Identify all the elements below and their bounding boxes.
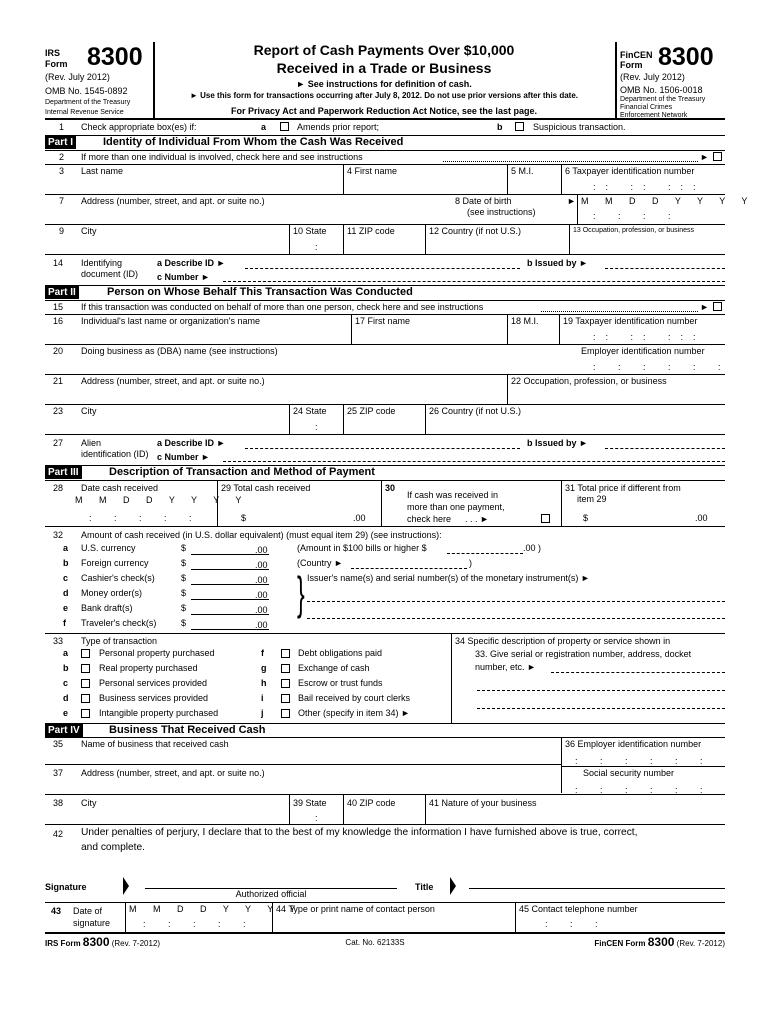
transaction-type-checkbox[interactable]	[281, 679, 290, 688]
business-name-label[interactable]: Name of business that received cash	[81, 739, 229, 749]
transaction-type-label: Escrow or trust funds	[298, 678, 383, 688]
form-label: Form	[45, 59, 68, 69]
dob-label[interactable]: 8 Date of birth	[455, 196, 512, 206]
transaction-type-label: Personal services provided	[99, 678, 208, 688]
ein-label[interactable]: Employer identification number	[581, 346, 705, 356]
footer-left-prefix: IRS Form	[45, 939, 81, 948]
line-number: 28	[53, 483, 64, 493]
transaction-type-letter: e	[63, 708, 69, 718]
describe-id-field[interactable]	[245, 268, 520, 269]
divider	[561, 480, 562, 526]
address-label[interactable]: Address (number, street, and apt. or suite no.)	[81, 196, 265, 206]
dollar-sign: $	[181, 618, 187, 628]
divider	[381, 480, 382, 526]
divider	[343, 224, 344, 254]
description-field-2[interactable]	[477, 690, 725, 691]
line-number: 3	[59, 166, 65, 176]
line-number: 32	[53, 530, 64, 540]
signature-date-separators: : : : : :	[143, 919, 256, 929]
form-title-line2: Received in a Trade or Business	[276, 60, 492, 76]
first-name-label[interactable]: 17 First name	[355, 316, 411, 326]
transaction-type-label: Other (specify in item 34) ►	[298, 708, 410, 718]
transaction-type-label: Exchange of cash	[298, 663, 370, 673]
signature-arrow-icon	[123, 877, 129, 895]
rule	[45, 633, 725, 634]
multiple-payments-checkbox[interactable]	[541, 514, 550, 523]
dba-label[interactable]: Doing business as (DBA) name (see instructions)	[81, 346, 278, 356]
issued-by-label: b Issued by ►	[527, 258, 588, 268]
line30-number: 30	[385, 483, 396, 493]
suspicious-transaction-checkbox[interactable]	[515, 122, 524, 131]
description-label2: 33. Give serial or registration number, address, docket	[475, 649, 692, 659]
ein-label[interactable]: 36 Employer identification number	[565, 739, 702, 749]
part4-tag: Part IV	[45, 724, 83, 737]
line-number: 27	[53, 438, 64, 448]
dob-date-letters: M M D D Y Y Y Y	[581, 196, 755, 206]
tin-label[interactable]: 6 Taxpayer identification number	[565, 166, 695, 176]
footer-left-number: 8300	[82, 935, 110, 949]
cash-type-label: Bank draft(s)	[81, 603, 133, 613]
city-label[interactable]: City	[81, 226, 97, 236]
description-field-3[interactable]	[477, 708, 725, 709]
footer-right-prefix: FinCEN Form	[594, 939, 646, 948]
arrow-icon: ►	[700, 152, 709, 162]
dot-leader	[443, 161, 698, 162]
line15-checkbox[interactable]	[713, 302, 722, 311]
fincen-form-label: Form	[620, 60, 643, 70]
transaction-type-checkbox[interactable]	[281, 664, 290, 673]
state-separator: :	[315, 422, 318, 432]
divider	[289, 404, 290, 434]
describe-id-label: a Describe ID ►	[157, 258, 226, 268]
rule	[45, 194, 725, 195]
occupation-label[interactable]: 13 Occupation, profession, or business	[573, 227, 695, 234]
transaction-type-checkbox[interactable]	[81, 679, 90, 688]
cash-type-letter: a	[63, 543, 69, 553]
divider	[217, 480, 218, 526]
cash-type-label: Foreign currency	[81, 558, 149, 568]
divider	[515, 902, 516, 932]
fincen-label: FinCEN	[620, 50, 653, 60]
transaction-type-letter: j	[261, 708, 264, 718]
line-number: 1	[59, 122, 65, 132]
ssn-label[interactable]: Social security number	[583, 768, 675, 778]
issued-by-label: b Issued by ►	[527, 438, 588, 448]
line-number: 2	[59, 152, 65, 162]
transaction-type-letter: h	[261, 678, 267, 688]
rule	[45, 737, 725, 738]
rule	[45, 480, 725, 481]
form-title-line1: Report of Cash Payments Over $10,000	[253, 42, 515, 58]
dob-sublabel: (see instructions)	[467, 207, 536, 217]
description-label3: number, etc. ►	[475, 662, 536, 672]
omb-number-left: OMB No. 1545-0892	[45, 86, 128, 96]
footer-right-number: 8300	[647, 935, 675, 949]
date-of-signature-label1: Date of	[73, 906, 103, 916]
transaction-type-letter: f	[261, 648, 264, 658]
mi-label[interactable]: 18 M.I.	[511, 316, 539, 326]
line2-checkbox[interactable]	[713, 152, 722, 161]
cash-type-label: U.S. currency	[81, 543, 136, 553]
irs-service-label: Internal Revenue Service	[45, 109, 124, 116]
date-separators: : : : : :	[89, 513, 202, 523]
address-label[interactable]: Address (number, street, and apt. or suite no.)	[81, 376, 265, 386]
cash-type-letter: d	[63, 588, 69, 598]
amount-100-end: .00 )	[523, 543, 542, 553]
rev-date-right: (Rev. July 2012)	[620, 72, 685, 82]
divider	[559, 314, 560, 344]
line-number: 15	[53, 302, 64, 312]
line-number: 9	[59, 226, 65, 236]
transaction-type-checkbox[interactable]	[281, 694, 290, 703]
arrow-icon: ►	[567, 196, 576, 206]
transaction-type-label: Real property purchased	[99, 663, 198, 673]
rule	[45, 824, 725, 825]
line-number: 37	[53, 768, 64, 778]
rule	[45, 254, 725, 255]
instructions-line2: ► Use this form for transactions occurring after July 8, 2012. Do not use prior versions after this date.	[189, 91, 579, 100]
line1-label: Check appropriate box(es) if:	[81, 122, 197, 132]
id-number-label: c Number ►	[157, 452, 210, 462]
title-arrow-icon	[450, 877, 456, 895]
dollar-sign: $	[181, 603, 187, 613]
arrow-icon: ►	[700, 302, 709, 312]
amount-received-label: Amount of cash received (in U.S. dollar equivalent) (must equal item 29) (see instructions):	[81, 530, 442, 540]
cents-label: .00	[695, 513, 708, 523]
occupation-label[interactable]: 22 Occupation, profession, or business	[511, 376, 667, 386]
cents-label: .00	[255, 590, 268, 600]
date-of-signature-label2: signature	[73, 918, 111, 928]
authorized-official-label: Authorized official	[235, 889, 307, 899]
rule	[45, 434, 725, 435]
country-label[interactable]: 26 Country (if not U.S.)	[429, 406, 522, 416]
dollar-sign: $	[181, 558, 187, 568]
title-label: Title	[415, 882, 434, 892]
divider	[577, 194, 578, 224]
fincen-org-line1: Financial Crimes	[620, 104, 673, 111]
divider	[125, 902, 126, 932]
department-label-right: Department of the Treasury	[620, 96, 706, 103]
omb-number-right: OMB No. 1506-0018	[620, 85, 703, 95]
divider	[507, 164, 508, 194]
divider	[343, 164, 344, 194]
fincen-org-line2: Enforcement Network	[620, 112, 688, 119]
divider	[507, 374, 508, 404]
footer-right-rev: (Rev. 7-2012)	[676, 939, 725, 948]
dollar-sign: $	[241, 513, 247, 523]
mi-label[interactable]: 5 M.I.	[511, 166, 534, 176]
transaction-type-checkbox[interactable]	[81, 649, 90, 658]
rule	[45, 526, 725, 527]
state-label[interactable]: 10 State	[293, 226, 327, 236]
contact-person-label[interactable]: 44 Type or print name of contact person	[276, 904, 435, 914]
privacy-notice: For Privacy Act and Paperwork Reduction Act Notice, see the last page.	[231, 106, 537, 116]
transaction-type-letter: a	[63, 648, 69, 658]
form-8300	[45, 40, 755, 952]
tin-label[interactable]: 19 Taxpayer identification number	[563, 316, 698, 326]
divider	[343, 794, 344, 824]
footer-rule	[45, 932, 725, 934]
id-number-label: c Number ►	[157, 272, 210, 282]
issuer-field-2[interactable]	[307, 618, 725, 619]
first-name-label[interactable]: 4 First name	[347, 166, 398, 176]
transaction-type-letter: b	[63, 663, 69, 673]
alien-label2: identification (ID)	[81, 449, 149, 459]
header-rule	[45, 118, 725, 120]
transaction-type-label: Business services provided	[99, 693, 209, 703]
id-doc-label1: Identifying	[81, 258, 123, 268]
line-number: 20	[53, 346, 64, 356]
rule	[45, 344, 725, 345]
rule	[45, 224, 725, 225]
rule	[45, 164, 725, 165]
issuer-field-1[interactable]	[307, 601, 725, 602]
footer-right	[525, 935, 725, 949]
suspicious-transaction-label: Suspicious transaction.	[533, 122, 626, 132]
rule	[45, 794, 725, 795]
cents-label: .00	[255, 560, 268, 570]
id-doc-label2: document (ID)	[81, 269, 139, 279]
transaction-type-label: Type of transaction	[81, 636, 158, 646]
transaction-type-checkbox[interactable]	[281, 709, 290, 718]
instructions-line1: ► See instructions for definition of cash.	[296, 79, 472, 89]
issued-by-field[interactable]	[605, 448, 725, 449]
description-label1[interactable]: 34 Specific description of property or service shown in	[455, 636, 671, 646]
rule	[45, 404, 725, 405]
cash-type-label: Cashier's check(s)	[81, 573, 155, 583]
org-name-label[interactable]: Individual's last name or organization's name	[81, 316, 261, 326]
describe-id-field[interactable]	[245, 448, 520, 449]
rev-date-left: (Rev. July 2012)	[45, 72, 110, 82]
line-number: 14	[53, 258, 64, 268]
line-number: 42	[53, 829, 64, 839]
footer-left	[45, 935, 160, 949]
phone-separators: : : :	[545, 919, 608, 929]
catalog-number: Cat. No. 62133S	[345, 938, 405, 947]
describe-id-label: a Describe ID ►	[157, 438, 226, 448]
line30-text1: If cash was received in	[407, 490, 499, 500]
transaction-type-label: Personal property purchased	[99, 648, 215, 658]
perjury-statement-line2: and complete.	[81, 842, 145, 853]
dollar-sign: $	[583, 513, 589, 523]
line30-text2: more than one payment,	[407, 502, 505, 512]
transaction-type-letter: d	[63, 693, 69, 703]
divider	[272, 902, 273, 932]
cents-label: .00	[255, 575, 268, 585]
last-name-label[interactable]: Last name	[81, 166, 124, 176]
transaction-type-letter: i	[261, 693, 264, 703]
rule	[45, 150, 725, 151]
alien-label1: Alien	[81, 438, 102, 448]
amends-prior-report-label: Amends prior report;	[297, 122, 380, 132]
divider	[289, 794, 290, 824]
rule	[561, 766, 725, 767]
date-letters: M M D D Y Y Y Y	[75, 495, 249, 505]
rule	[45, 902, 725, 903]
signature-date-letters[interactable]: M M D D Y Y Y Y	[129, 904, 303, 914]
line-number: 23	[53, 406, 64, 416]
amends-prior-report-checkbox[interactable]	[280, 122, 289, 131]
tin-separators: :: :: :::	[593, 332, 706, 342]
signature-label: Signature	[45, 882, 87, 892]
line-number: 35	[53, 739, 64, 749]
total-cash-label[interactable]: 29 Total cash received	[221, 483, 311, 493]
address-label[interactable]: Address (number, street, and apt. or suite no.)	[81, 768, 265, 778]
divider	[289, 224, 290, 254]
date-received-label[interactable]: Date cash received	[81, 483, 159, 493]
id-number-field[interactable]	[223, 461, 725, 462]
line1b-letter: b	[497, 122, 503, 132]
line-number: 43	[51, 906, 62, 916]
dot-leader	[541, 311, 698, 312]
cents-label: .00	[255, 620, 268, 630]
transaction-type-label: Debt obligations paid	[298, 648, 383, 658]
line-number: 7	[59, 196, 65, 206]
part1-tag: Part I	[45, 136, 76, 149]
divider	[425, 224, 426, 254]
zip-label[interactable]: 40 ZIP code	[347, 798, 396, 808]
foreign-country-field[interactable]	[351, 568, 467, 569]
line15-label: If this transaction was conducted on behalf of more than one person, check here and see instructions	[81, 302, 484, 312]
part1-title: Identity of Individual From Whom the Cash Was Received	[103, 136, 404, 148]
description-field-1[interactable]	[551, 672, 725, 673]
transaction-type-checkbox[interactable]	[81, 709, 90, 718]
state-label[interactable]: 24 State	[293, 406, 327, 416]
irs-label: IRS	[45, 48, 61, 58]
transaction-type-letter: g	[261, 663, 267, 673]
part2-title: Person on Whose Behalf This Transaction Was Conducted	[107, 286, 413, 298]
state-separator: :	[315, 242, 318, 252]
ssn-separators: : : : : : :	[575, 785, 713, 795]
country-paren-end: )	[469, 558, 472, 568]
cash-type-letter: c	[63, 573, 69, 583]
zip-label[interactable]: 25 ZIP code	[347, 406, 396, 416]
part4-title: Business That Received Cash	[109, 724, 266, 736]
fincen-form-number: 8300	[658, 43, 714, 71]
cents-label: .00	[255, 545, 268, 555]
tin-separators: :: :: :::	[593, 182, 706, 192]
rule	[45, 300, 725, 301]
dollar-sign: $	[181, 588, 187, 598]
header-divider-right	[615, 42, 617, 118]
divider	[569, 224, 570, 254]
line-number: 21	[53, 376, 64, 386]
transaction-type-label: Intangible property purchased	[99, 708, 219, 718]
state-label[interactable]: 39 State	[293, 798, 327, 808]
rule	[45, 374, 725, 375]
city-label[interactable]: City	[81, 406, 97, 416]
transaction-type-label: Bail received by court clerks	[298, 693, 411, 703]
line-number: 33	[53, 636, 64, 646]
part2-tag: Part II	[45, 286, 79, 299]
divider	[343, 404, 344, 434]
total-price-label2: item 29	[577, 494, 607, 504]
title-field[interactable]	[469, 888, 725, 889]
contact-phone-label[interactable]: 45 Contact telephone number	[519, 904, 638, 914]
city-label[interactable]: City	[81, 798, 97, 808]
part3-title: Description of Transaction and Method of Payment	[109, 466, 375, 478]
country-label[interactable]: 12 Country (if not U.S.)	[429, 226, 522, 236]
cents-label: .00	[353, 513, 366, 523]
dollar-sign: $	[181, 543, 187, 553]
line-number: 16	[53, 316, 64, 326]
issued-by-field[interactable]	[605, 268, 725, 269]
amount-100-field[interactable]	[447, 553, 523, 554]
transaction-type-checkbox[interactable]	[81, 664, 90, 673]
ein-separators: : : : : : :	[575, 756, 713, 766]
transaction-type-checkbox[interactable]	[81, 694, 90, 703]
cash-type-label: Traveler's check(s)	[81, 618, 157, 628]
rule	[45, 314, 725, 315]
issuer-label: Issuer's name(s) and serial number(s) of the monetary instrument(s) ►	[307, 573, 590, 583]
divider	[425, 404, 426, 434]
dob-separators: : : : :	[593, 211, 681, 221]
divider	[561, 164, 562, 194]
ein-separators: : : : : : :	[593, 362, 731, 372]
cents-label: .00	[255, 605, 268, 615]
department-label: Department of the Treasury	[45, 99, 131, 106]
country-paren-label: (Country ►	[297, 558, 343, 568]
cash-type-letter: e	[63, 603, 69, 613]
line1a-letter: a	[261, 122, 267, 132]
brace-icon: }	[297, 567, 305, 619]
line30-text3: check here	[407, 514, 452, 524]
id-number-field[interactable]	[223, 281, 725, 282]
perjury-statement-line1: Under penalties of perjury, I declare that to the best of my knowledge the information I have furnished above is true, correct,	[81, 827, 638, 838]
transaction-type-letter: c	[63, 678, 69, 688]
divider	[507, 314, 508, 344]
amount-100-label: (Amount in $100 bills or higher $	[297, 543, 427, 553]
arrow-icon: . . . ►	[465, 514, 489, 524]
divider	[425, 794, 426, 824]
line2-label: If more than one individual is involved, check here and see instructions	[81, 152, 363, 162]
cash-type-label: Money order(s)	[81, 588, 143, 598]
divider	[351, 314, 352, 344]
divider	[451, 633, 452, 723]
nature-of-business-label[interactable]: 41 Nature of your business	[429, 798, 537, 808]
footer-left-rev: (Rev. 7-2012)	[111, 939, 161, 948]
cash-type-letter: b	[63, 558, 69, 568]
total-price-label1[interactable]: 31 Total price if different from	[565, 483, 681, 493]
cash-type-letter: f	[63, 618, 66, 628]
state-separator: :	[315, 813, 318, 823]
transaction-type-checkbox[interactable]	[281, 649, 290, 658]
rule	[45, 764, 561, 765]
dollar-sign: $	[181, 573, 187, 583]
divider	[561, 737, 562, 793]
form-number: 8300	[87, 43, 143, 71]
line-number: 38	[53, 798, 64, 808]
zip-label[interactable]: 11 ZIP code	[347, 226, 395, 236]
part3-tag: Part III	[45, 466, 82, 479]
